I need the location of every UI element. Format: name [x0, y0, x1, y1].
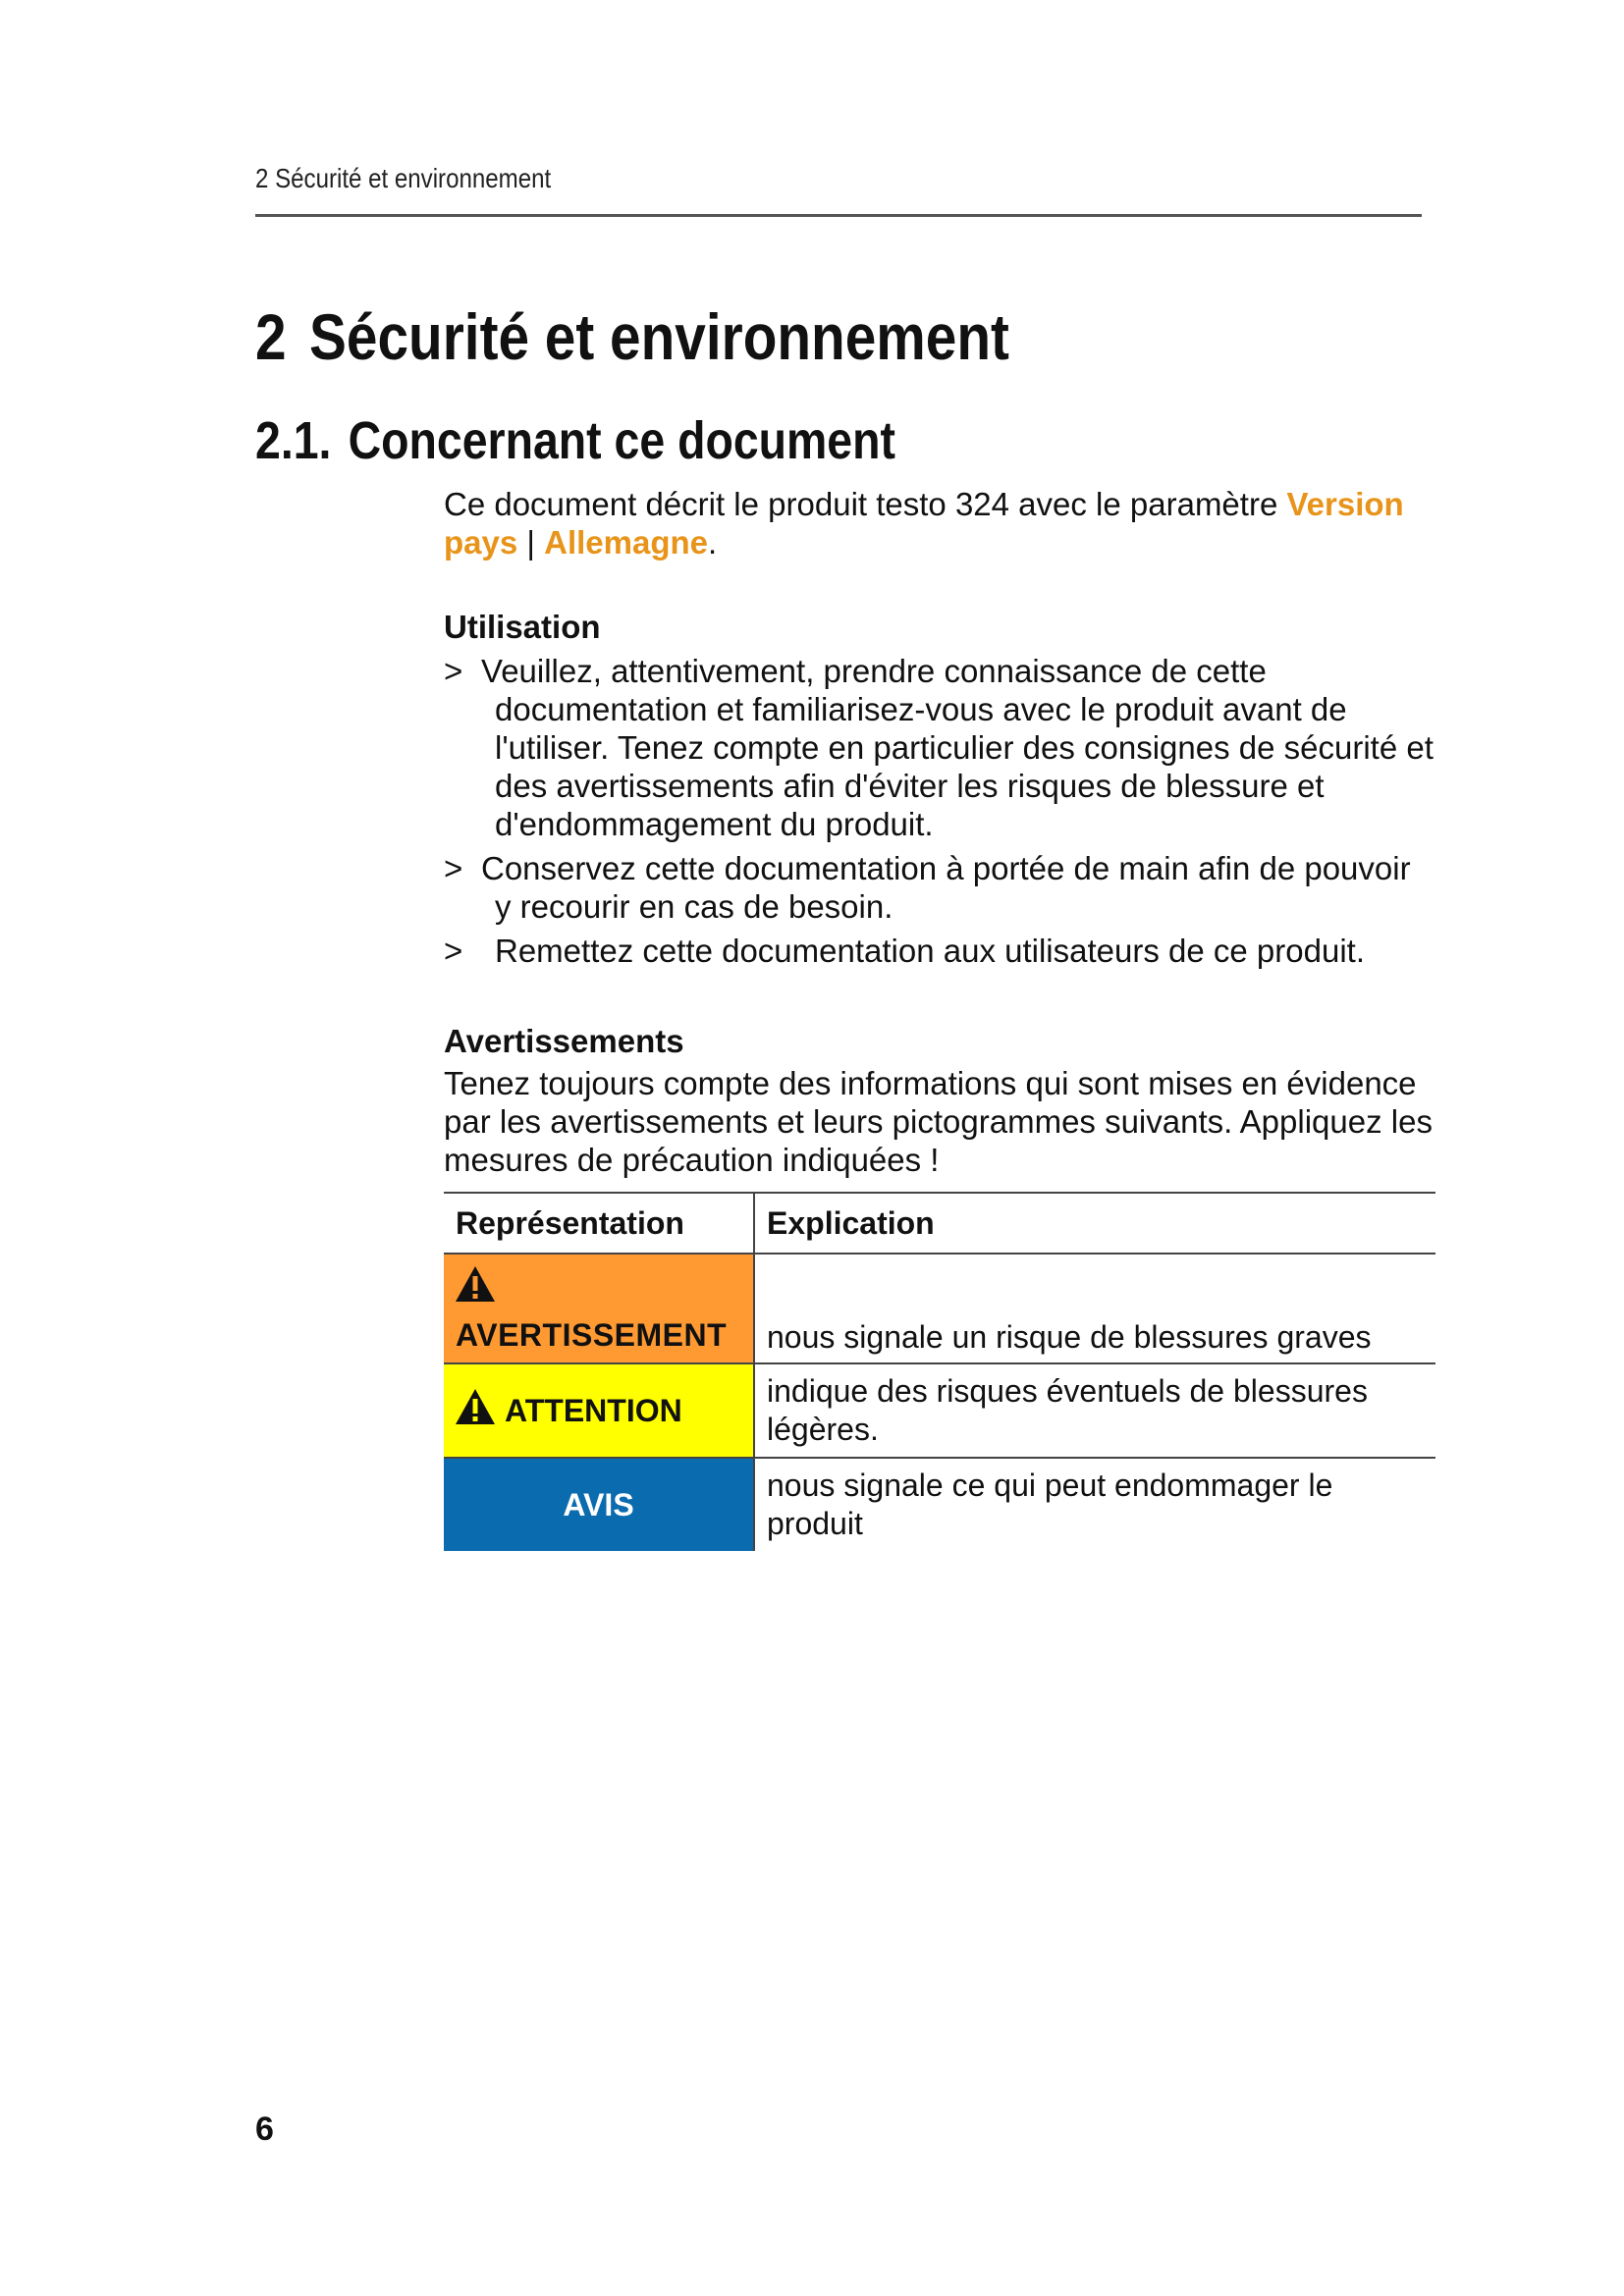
list-item-text: Remettez cette documentation aux utilisateurs de ce produit.: [495, 933, 1365, 969]
section-title: [255, 410, 895, 471]
signal-avertissement: [444, 1255, 753, 1362]
signal-cell: [444, 1363, 754, 1458]
chapter-title-text: Sécurité et environnement: [309, 300, 1009, 373]
main-content: [444, 485, 1435, 1551]
page-number: 6: [255, 2110, 274, 2148]
signal-cell: [444, 1254, 754, 1363]
chapter-title: [255, 299, 1009, 374]
running-header: 2 Sécurité et environnement: [255, 163, 552, 193]
avertissements-heading: Avertissements: [444, 1023, 684, 1059]
warning-triangle-icon: [454, 1387, 497, 1435]
explanation-cell: nous signale ce qui peut endommager le produit: [767, 1468, 1333, 1541]
utilisation-list: [444, 652, 1435, 970]
table-row: [444, 1458, 1435, 1551]
intro-text: Ce document décrit le produit testo 324 avec le paramètre: [444, 486, 1287, 522]
list-item: [444, 932, 1435, 970]
list-item-text: Veuillez, attentivement, prendre connaissance de cette documentation et familiarisez-vous avec le produit avant de l'utiliser. Tenez compte en particulier des consignes de sécurité et des avertissements afin d'éviter les risques de blessure et d'endommagement du produit.: [481, 653, 1434, 842]
warning-triangle-icon: [454, 1264, 497, 1312]
signal-attention: [444, 1364, 753, 1457]
explanation-cell: indique des risques éventuels de blessures légères.: [754, 1363, 1435, 1458]
step-arrow: >: [444, 850, 463, 886]
intro-end: .: [708, 524, 718, 561]
signal-label: ATTENTION: [505, 1392, 682, 1428]
header-rule: [255, 214, 1422, 217]
list-item: [444, 849, 1435, 926]
warning-legend-table: [444, 1192, 1435, 1551]
list-item: [444, 652, 1435, 843]
table-header-row: [444, 1193, 1435, 1254]
section-number: 2.1.: [255, 411, 332, 470]
param-version-pays: Version pays: [444, 486, 1404, 561]
step-arrow: >: [444, 933, 463, 969]
signal-label: AVERTISSEMENT: [456, 1317, 728, 1353]
explanation-cell: nous signale un risque de blessures graves: [754, 1254, 1435, 1363]
signal-avis: [444, 1459, 753, 1551]
avertissements-paragraph: Tenez toujours compte des informations qui sont mises en évidence par les avertissements et leurs pictogrammes suivants. Appliquez les mesures de précaution indiquées !: [444, 1065, 1433, 1178]
param-separator: |: [517, 524, 545, 561]
chapter-number: 2: [255, 300, 287, 373]
table-row: [444, 1254, 1435, 1363]
intro-paragraph: [444, 485, 1435, 561]
section-title-text: Concernant ce document: [348, 411, 895, 470]
table-row: [444, 1363, 1435, 1458]
param-allemagne: Allemagne: [544, 524, 709, 561]
column-header-explication: Explication: [754, 1193, 1435, 1254]
signal-label: AVIS: [563, 1486, 634, 1522]
utilisation-heading: Utilisation: [444, 609, 601, 645]
step-arrow: >: [444, 653, 463, 689]
list-item-text: Conservez cette documentation à portée de main afin de pouvoir y recourir en cas de besoin.: [481, 850, 1411, 925]
signal-cell: [444, 1458, 754, 1551]
column-header-representation: Représentation: [444, 1193, 754, 1254]
